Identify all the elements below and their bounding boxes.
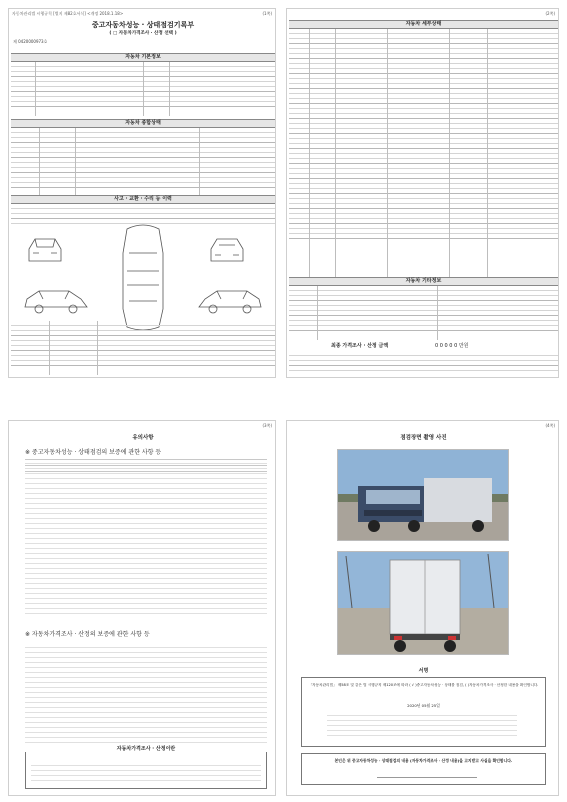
page-3 xyxy=(8,420,276,796)
section-overall-status: 자동차 종합상태 xyxy=(11,119,275,128)
signature-date: 2020년 05월 25일 xyxy=(407,703,440,708)
page-1-doc-no: 제 0420000973호 xyxy=(13,39,48,44)
other-info-table xyxy=(289,286,558,331)
page-1-header: 자동차관리법 시행규칙 [별지 제82호서식] <개정 2018.1.18> xyxy=(12,11,124,16)
signature-lines xyxy=(327,711,517,736)
inspection-photo-front xyxy=(337,449,509,541)
section-accident-history: 사고 · 교환 · 수리 등 이력 xyxy=(11,195,275,204)
section-detail-status: 자동차 세부상태 xyxy=(289,20,558,29)
page-1-number: (1쪽) xyxy=(262,11,272,16)
page-3-subheading-2: ※ 자동차가격조사 · 산정의 보증에 관한 사항 등 xyxy=(25,631,150,638)
page-2-price-label: 최종 가격조사 · 산정 금액 xyxy=(331,343,389,349)
accident-table xyxy=(11,204,275,224)
confirmation-text: 본인은 위 중고자동차성능 · 상태점검의 내용 (자동차가격조사 · 산정 내용)을 고지받고 사실을 확인합니다. xyxy=(334,758,513,763)
signature-text: 「자동차관리법」 제58조 및 같은 법 시행규칙 제120조에 따라 ( √ )중고자동차성능 · 상태를 점검, ( )자동차가격조사 · 산정한 내용을 확인합니다. xyxy=(308,683,539,687)
page-4-number: (4쪽) xyxy=(545,423,555,428)
car-side-icon xyxy=(21,285,91,315)
page-3-title: 유의사항 xyxy=(132,435,154,441)
price-notice-lines xyxy=(31,761,261,781)
page-2 xyxy=(286,8,559,378)
section-other-info: 자동차 기타정보 xyxy=(289,277,558,286)
signature-section-title: 서명 xyxy=(418,668,429,674)
section-basic-info: 자동차 기본정보 xyxy=(11,53,275,62)
page-3-number: (3쪽) xyxy=(262,423,272,428)
repair-table xyxy=(11,321,275,366)
page-1 xyxy=(8,8,276,378)
page-4-title: 점검장면 촬영 사진 xyxy=(400,435,447,441)
inspection-photo-rear xyxy=(337,551,509,655)
notes-lines-2 xyxy=(25,643,267,743)
page-2-price-value: 0 0 0 0 0 만원 xyxy=(435,343,469,349)
page-3-subheading-1: ※ 중고자동차성능 · 상태점검의 보증에 관한 사항 등 xyxy=(25,449,162,456)
price-notice-title: 자동차가격조사 · 산정이란 xyxy=(25,745,267,752)
car-rear-icon xyxy=(207,231,247,265)
confirmation-sign-line xyxy=(377,777,477,778)
signature-table xyxy=(289,351,558,371)
page-4 xyxy=(286,420,559,796)
overall-status-table xyxy=(11,128,275,188)
detail-status-table xyxy=(289,29,558,239)
car-side-icon-right xyxy=(195,285,265,315)
car-front-icon xyxy=(25,231,65,265)
car-top-icon xyxy=(113,223,173,333)
notes-lines-1 xyxy=(25,459,267,614)
page-1-title: 중고자동차성능 · 상태점검기록부 xyxy=(91,21,195,29)
page-2-number: (2쪽) xyxy=(545,11,555,16)
page-1-subtitle: ( □ 자동차가격조사 · 산정 선택 ) xyxy=(109,31,177,36)
